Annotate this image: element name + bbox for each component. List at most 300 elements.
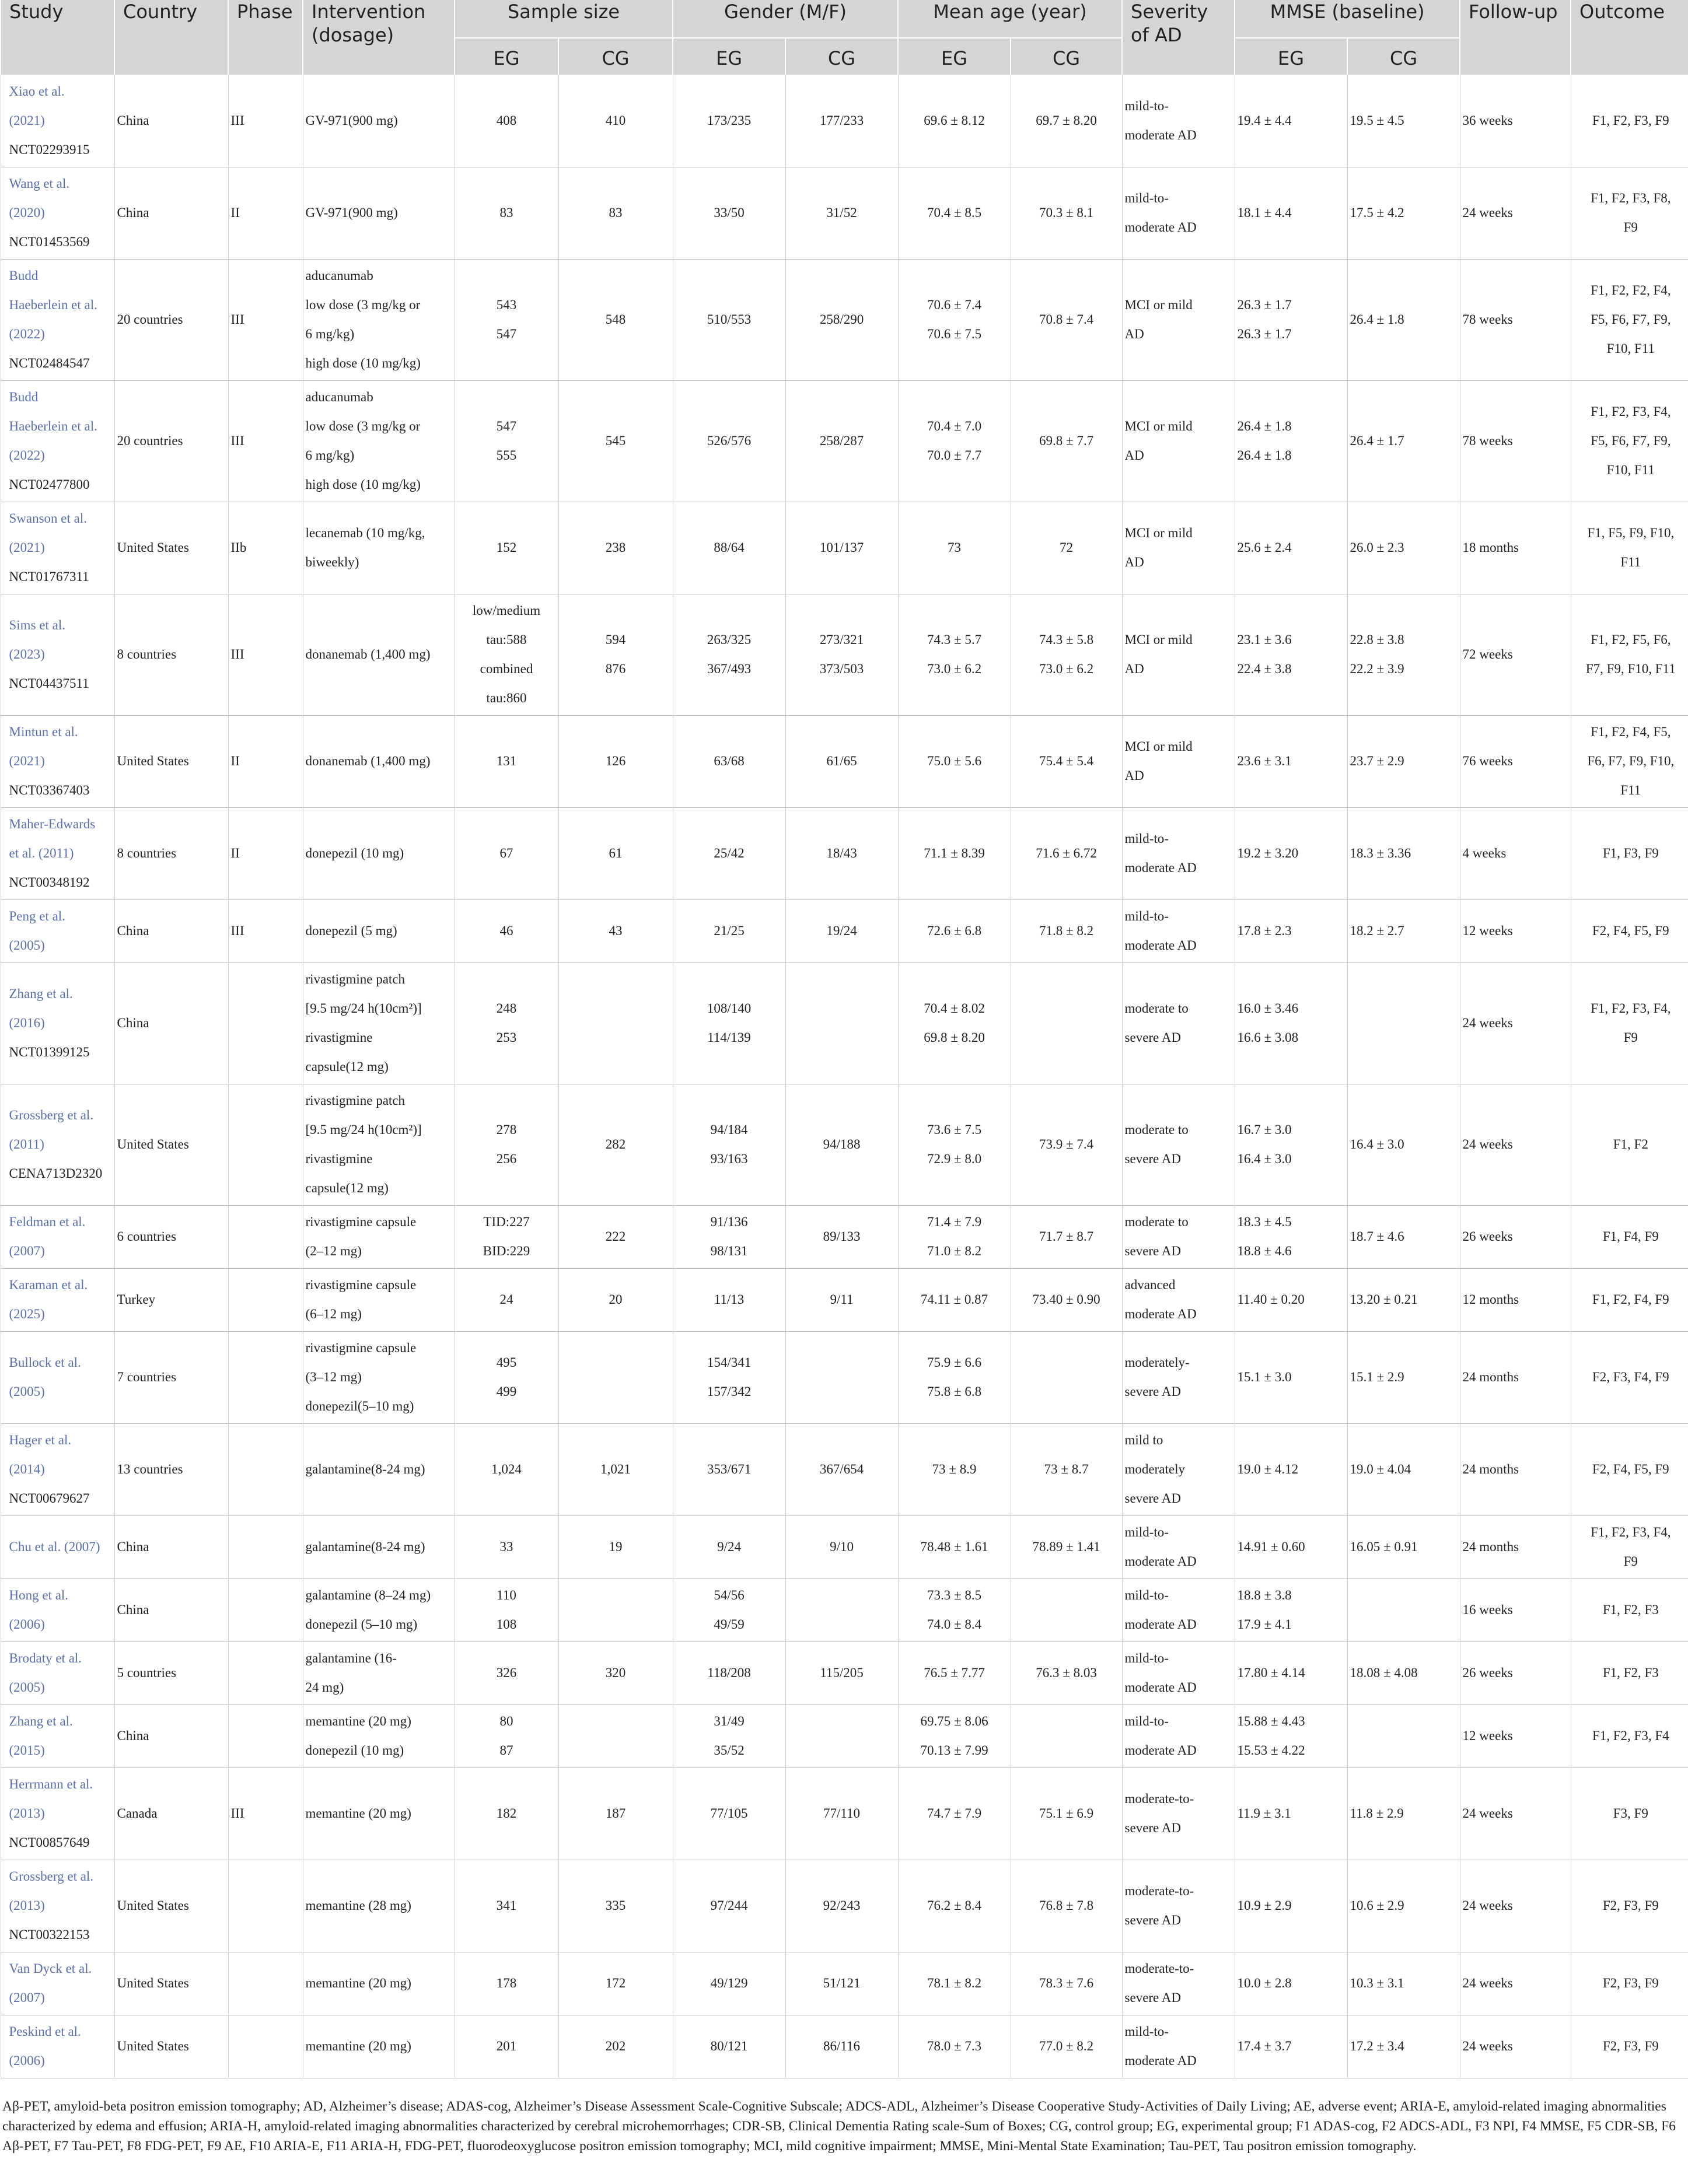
cell-country [114, 1423, 228, 1516]
trial-id: NCT04437511 [9, 676, 89, 691]
cell-line: 173/235 [707, 113, 752, 128]
cell-line: 14.91 ± 0.60 [1237, 1539, 1305, 1554]
cell-line: 10.9 ± 2.9 [1237, 1898, 1292, 1913]
cell-line: tau:588 [486, 632, 527, 647]
study-link[interactable]: Zhang et al. [9, 1714, 73, 1728]
cell-line: moderate to [1124, 1214, 1189, 1229]
cell-line: F3, F9 [1613, 1806, 1648, 1821]
cell-line: F5, F6, F7, F9, [1591, 433, 1671, 448]
cell-ss-eg [455, 2015, 558, 2078]
cell-follow [1460, 1578, 1571, 1642]
cell-study [1, 259, 114, 380]
cell-follow [1460, 1704, 1571, 1768]
cell-intervention [303, 167, 455, 259]
cell-line: 71.0 ± 8.2 [927, 1244, 982, 1258]
cell-line: 54/56 [714, 1588, 745, 1602]
cell-ss-eg [455, 900, 558, 963]
cell-mmse-eg [1235, 1331, 1347, 1423]
cell-g-cg [785, 2015, 898, 2078]
cell-g-eg [673, 380, 785, 502]
cell-outcome [1571, 1205, 1688, 1268]
cell-intervention [303, 715, 455, 807]
cell-line: 72 [1060, 540, 1074, 555]
cell-ss-eg [455, 1704, 558, 1768]
cell-line: 408 [496, 113, 517, 128]
header-severity-line-1: Severity of [1131, 1, 1208, 46]
trial-id: NCT00322153 [9, 1927, 90, 1942]
cell-mmse-eg [1235, 167, 1347, 259]
cell-line: F1, F2, F3, F4, [1591, 1525, 1671, 1539]
study-link[interactable]: (2005) [9, 1384, 45, 1399]
study-link[interactable]: Budd [9, 390, 39, 404]
cell-line: 258/287 [819, 433, 864, 448]
cell-ss-cg [558, 75, 673, 167]
cell-line: galantamine(8-24 mg) [305, 1539, 425, 1554]
study-link[interactable]: Peng et al. [9, 909, 65, 923]
cell-phase [228, 380, 303, 502]
cell-line: F2, F3, F9 [1602, 1976, 1659, 1990]
cell-mmse-eg [1235, 1642, 1347, 1704]
cell-study [1, 1516, 114, 1578]
cell-line: 15.88 ± 4.43 [1237, 1714, 1305, 1728]
cell-line: F1, F2, F3, F4 [1592, 1728, 1669, 1743]
cell-intervention [303, 900, 455, 963]
cell-line: 75.9 ± 6.6 [927, 1355, 982, 1370]
trial-id: NCT00679627 [9, 1491, 90, 1506]
cell-line: 18.3 ± 4.5 [1237, 1214, 1292, 1229]
cell-age-cg [1011, 380, 1122, 502]
cell-ss-cg [558, 900, 673, 963]
study-link[interactable]: (2022) [9, 327, 45, 341]
study-link[interactable]: Brodaty et al. [9, 1651, 82, 1665]
cell-line: 202 [605, 2039, 626, 2053]
table-row [1, 1516, 1688, 1578]
cell-g-cg [785, 380, 898, 502]
cell-line: 17.4 ± 3.7 [1237, 2039, 1292, 2053]
study-link[interactable]: (2020) [9, 205, 45, 220]
cell-g-cg [785, 1860, 898, 1952]
cell-g-cg [785, 1331, 898, 1423]
study-link[interactable]: (2015) [9, 1743, 45, 1758]
cell-line: 26 weeks [1462, 1665, 1513, 1680]
cell-line: 9/10 [830, 1539, 854, 1554]
cell-line: donanemab (1,400 mg) [305, 647, 431, 662]
study-link[interactable]: Van Dyck et al. [9, 1961, 92, 1976]
cell-line: 373/503 [819, 662, 864, 676]
cell-outcome [1571, 1084, 1688, 1205]
cell-line: 78.48 ± 1.61 [920, 1539, 988, 1554]
cell-line: 12 months [1462, 1292, 1519, 1307]
cell-line: 86/116 [823, 2039, 861, 2053]
cell-line: advanced [1124, 1278, 1176, 1292]
cell-ss-cg [558, 2015, 673, 2078]
cell-line: 73 [948, 540, 962, 555]
cell-line: China [117, 1728, 149, 1743]
study-link[interactable]: Chu et al. (2007) [9, 1539, 100, 1554]
cell-text: III [230, 647, 244, 662]
cell-line: 18.08 ± 4.08 [1350, 1665, 1418, 1680]
cell-line: F2, F4, F5, F9 [1592, 923, 1669, 938]
cell-country [114, 963, 228, 1084]
cell-line: 71.4 ± 7.9 [927, 1214, 982, 1229]
header-phase: Phase [228, 0, 303, 75]
trial-id: NCT01767311 [9, 569, 89, 584]
table-header [1, 0, 1688, 75]
cell-line: F1, F2, F5, F6, [1591, 632, 1671, 647]
cell-line: 78 weeks [1462, 433, 1513, 448]
cell-line: lecanemab (10 mg/kg, [305, 526, 425, 540]
study-link[interactable]: Grossberg et al. [9, 1108, 94, 1122]
cell-country [114, 1642, 228, 1704]
cell-g-eg [673, 963, 785, 1084]
cell-line: 495 [496, 1355, 517, 1370]
study-link[interactable]: (2013) [9, 1806, 45, 1821]
cell-g-eg [673, 1516, 785, 1578]
cell-mmse-eg [1235, 715, 1347, 807]
cell-line: 131 [496, 754, 517, 768]
cell-study [1, 380, 114, 502]
cell-age-cg [1011, 259, 1122, 380]
cell-mmse-cg [1347, 807, 1460, 900]
cell-mmse-eg [1235, 1084, 1347, 1205]
study-link[interactable]: (2021) [9, 540, 45, 555]
study-link[interactable]: (2006) [9, 1617, 45, 1632]
study-link[interactable]: Mintun et al. [9, 724, 78, 739]
study-link[interactable]: (2007) [9, 1990, 45, 2005]
cell-line: 70.3 ± 8.1 [1039, 205, 1094, 220]
cell-age-cg [1011, 502, 1122, 594]
header-mmse-eg: EG [1235, 38, 1347, 75]
cell-age-cg [1011, 75, 1122, 167]
cell-line: capsule(12 mg) [305, 1181, 389, 1195]
cell-line: 367/493 [707, 662, 752, 676]
cell-age-cg [1011, 1578, 1122, 1642]
study-link[interactable]: (2016) [9, 1016, 45, 1030]
cell-line: 78 weeks [1462, 312, 1513, 327]
header-gender-cg: CG [785, 38, 898, 75]
cell-age-eg [898, 715, 1011, 807]
study-link[interactable]: Feldman et al. [9, 1214, 86, 1229]
table-row [1, 1860, 1688, 1952]
cell-line: severe AD [1124, 1030, 1181, 1045]
cell-country [114, 1860, 228, 1952]
cell-line: (2–12 mg) [305, 1244, 362, 1258]
cell-country [114, 167, 228, 259]
cell-line: 67 [499, 846, 513, 860]
cell-line: 15.1 ± 3.0 [1237, 1370, 1292, 1384]
cell-line: 187 [605, 1806, 626, 1821]
cell-g-cg [785, 259, 898, 380]
study-link[interactable]: Haeberlein et al. [9, 298, 97, 312]
cell-line: mild-to- [1124, 1525, 1169, 1539]
cell-intervention [303, 1084, 455, 1205]
cell-line: 78.0 ± 7.3 [927, 2039, 982, 2053]
study-link[interactable]: Hager et al. [9, 1433, 72, 1447]
cell-line: F1, F2, F3, F4, [1591, 1001, 1671, 1016]
cell-line: 75.4 ± 5.4 [1039, 754, 1094, 768]
cell-phase [228, 167, 303, 259]
cell-age-eg [898, 380, 1011, 502]
cell-line: 10.0 ± 2.8 [1237, 1976, 1292, 1990]
cell-phase [228, 715, 303, 807]
cell-line: 20 [609, 1292, 623, 1307]
cell-line: United States [117, 1898, 189, 1913]
study-link[interactable]: Grossberg et al. [9, 1869, 94, 1884]
cell-line: 9/24 [717, 1539, 741, 1554]
cell-g-cg [785, 167, 898, 259]
cell-study [1, 167, 114, 259]
cell-intervention [303, 75, 455, 167]
cell-outcome [1571, 1952, 1688, 2015]
table-row [1, 75, 1688, 167]
cell-line: 22.2 ± 3.9 [1350, 662, 1404, 676]
cell-g-eg [673, 807, 785, 900]
cell-line: F1, F3, F9 [1602, 846, 1659, 860]
cell-line: moderate AD [1124, 1743, 1197, 1758]
cell-line: Turkey [117, 1292, 156, 1307]
cell-line: galantamine (8–24 mg) [305, 1588, 431, 1602]
cell-line: 76.2 ± 8.4 [927, 1898, 982, 1913]
cell-mmse-cg [1347, 1268, 1460, 1331]
cell-outcome [1571, 1268, 1688, 1331]
cell-mmse-cg [1347, 1516, 1460, 1578]
header-severity-line-2: AD [1155, 24, 1182, 46]
cell-line: 201 [496, 2039, 517, 2053]
cell-outcome [1571, 1860, 1688, 1952]
cell-outcome [1571, 963, 1688, 1084]
cell-line: rivastigmine patch [305, 1093, 406, 1108]
cell-line: 18.2 ± 2.7 [1350, 923, 1404, 938]
cell-line: 75.8 ± 6.8 [927, 1384, 982, 1399]
cell-g-eg [673, 1578, 785, 1642]
cell-mmse-cg [1347, 259, 1460, 380]
study-link[interactable]: (2014) [9, 1462, 45, 1476]
cell-age-eg [898, 75, 1011, 167]
cell-line: 410 [605, 113, 626, 128]
cell-g-eg [673, 594, 785, 715]
cell-g-eg [673, 1331, 785, 1423]
cell-line: 69.8 ± 7.7 [1039, 433, 1094, 448]
table-footnote: Aβ-PET, amyloid-beta positron emission tomography; AD, Alzheimer’s disease; ADAS-cog, Alzheimer’s Disease Assessment Scale-Cognitive Subscale; ADCS-ADL, Alzheimer’s Disease Cooperative Study-Activities of Daily Living; AE, adverse event; ARIA-E, amyloid-related imaging abnormalities characterized by edema and effusion; ARIA-H, amyloid-related imaging abnormalities characterized by cerebral microhemorrhages; CDR-SB, Clinical Dementia Rating scale-Sum of Boxes; CG, control group; EG, experimental group; F1 ADAS-cog, F2 ADCS-ADL, F3 NPI, F4 MMSE, F5 CDR-SB, F6 Aβ-PET, F7 Tau-PET, F8 FDG-PET, F9 AE, F10 ARIA-E, F11 ARIA-H, FDG-PET, fluorodeoxyglucose positron emission tomography; MCI, mild cognitive impairment; MMSE, Mini-Mental State Examination; Tau-PET, Tau positron emission tomography. [2, 2099, 1676, 2154]
cell-ss-cg [558, 963, 673, 1084]
study-link[interactable]: Peskind et al. [9, 2024, 81, 2039]
cell-line: F1, F2, F2, F4, [1591, 283, 1671, 298]
cell-study [1, 1268, 114, 1331]
cell-line: 26.4 ± 1.8 [1237, 448, 1292, 463]
cell-line: 70.0 ± 7.7 [927, 448, 982, 463]
cell-line: 335 [605, 1898, 626, 1913]
study-link[interactable]: (2021) [9, 113, 45, 128]
cell-g-cg [785, 1205, 898, 1268]
cell-line: 77/110 [823, 1806, 861, 1821]
cell-line: China [117, 1539, 149, 1554]
cell-line: severe AD [1124, 1152, 1181, 1166]
cell-age-eg [898, 1268, 1011, 1331]
cell-line: moderate AD [1124, 220, 1197, 235]
cell-line: United States [117, 540, 189, 555]
cell-line: 19.4 ± 4.4 [1237, 113, 1292, 128]
cell-ss-cg [558, 259, 673, 380]
cell-follow [1460, 807, 1571, 900]
cell-line: 69.6 ± 8.12 [924, 113, 985, 128]
cell-intervention [303, 594, 455, 715]
study-link[interactable]: Karaman et al. [9, 1278, 88, 1292]
cell-ss-cg [558, 807, 673, 900]
cell-ss-cg [558, 1860, 673, 1952]
cell-line: moderate AD [1124, 127, 1197, 142]
cell-line: mild-to- [1124, 98, 1169, 113]
study-link[interactable]: Swanson et al. [9, 511, 88, 526]
study-link[interactable]: Zhang et al. [9, 986, 73, 1001]
cell-intervention [303, 1331, 455, 1423]
study-link[interactable]: (2023) [9, 647, 45, 662]
cell-line: F10, F11 [1606, 463, 1655, 477]
study-link[interactable]: Maher-Edwards [9, 817, 96, 831]
study-link[interactable]: Wang et al. [9, 176, 70, 191]
cell-age-eg [898, 1642, 1011, 1704]
study-link[interactable]: (2022) [9, 448, 45, 463]
cell-line: 24 [499, 1292, 513, 1307]
study-link[interactable]: Xiao et al. [9, 83, 65, 99]
cell-g-cg [785, 807, 898, 900]
cell-line: 83 [609, 205, 623, 220]
table-row [1, 807, 1688, 900]
cell-line: AD [1124, 768, 1144, 783]
cell-g-cg [785, 1516, 898, 1578]
cell-line: high dose (10 mg/kg) [305, 477, 421, 492]
cell-study [1, 1642, 114, 1704]
cell-age-cg [1011, 1423, 1122, 1516]
cell-line: 19 [609, 1539, 623, 1554]
cell-ss-eg [455, 75, 558, 167]
cell-line: F5, F6, F7, F9, [1591, 312, 1671, 327]
cell-mmse-eg [1235, 259, 1347, 380]
cell-line: 73.9 ± 7.4 [1039, 1137, 1094, 1152]
cell-g-cg [785, 1952, 898, 2015]
cell-line: mild-to- [1124, 2024, 1169, 2039]
study-link[interactable]: Sims et al. [9, 618, 65, 632]
study-link[interactable]: Hong et al. [9, 1588, 69, 1602]
trial-id: NCT01453569 [9, 235, 90, 249]
cell-line: 93/163 [710, 1152, 748, 1166]
cell-mmse-cg [1347, 1952, 1460, 2015]
cell-text: III [230, 312, 244, 327]
cell-study [1, 1084, 114, 1205]
cell-intervention [303, 259, 455, 380]
cell-line: donanemab (1,400 mg) [305, 754, 431, 768]
header-follow-up: Follow-up [1460, 0, 1571, 75]
cell-outcome [1571, 715, 1688, 807]
cell-age-eg [898, 1768, 1011, 1860]
cell-line: 18.3 ± 3.36 [1350, 846, 1411, 860]
cell-line: 33 [499, 1539, 513, 1554]
cell-phase [228, 2015, 303, 2078]
cell-outcome [1571, 2015, 1688, 2078]
cell-line: moderate AD [1124, 938, 1197, 953]
cell-g-cg [785, 1423, 898, 1516]
study-link[interactable]: (2005) [9, 1680, 45, 1695]
cell-line: moderate-to- [1124, 1791, 1194, 1806]
cell-age-eg [898, 259, 1011, 380]
cell-line: donepezil (5–10 mg) [305, 1617, 418, 1632]
study-link[interactable]: (2011) [9, 1137, 44, 1152]
cell-ss-eg [455, 1860, 558, 1952]
trial-id: NCT02484547 [9, 356, 90, 370]
study-link[interactable]: Haeberlein et al. [9, 419, 97, 433]
cell-line: 1,024 [491, 1462, 522, 1476]
cell-outcome [1571, 594, 1688, 715]
study-link[interactable]: et al. (2011) [9, 846, 74, 860]
study-link[interactable]: (2006) [9, 2053, 45, 2068]
cell-intervention [303, 1704, 455, 1768]
cell-country [114, 1768, 228, 1860]
study-link[interactable]: (2025) [9, 1307, 45, 1321]
cell-follow [1460, 1516, 1571, 1578]
study-link[interactable]: (2007) [9, 1244, 45, 1258]
study-link[interactable]: Herrmann et al. [9, 1777, 93, 1791]
cell-mmse-cg [1347, 167, 1460, 259]
study-link[interactable]: (2005) [9, 938, 45, 953]
table-row [1, 1768, 1688, 1860]
cell-line: moderate-to- [1124, 1961, 1194, 1976]
cell-line: F7, F9, F10, F11 [1585, 662, 1676, 676]
cell-ss-eg [455, 1952, 558, 2015]
cell-country [114, 1704, 228, 1768]
cell-study [1, 807, 114, 900]
cell-line: 11.8 ± 2.9 [1350, 1806, 1404, 1821]
cell-line: 23.6 ± 3.1 [1237, 754, 1292, 768]
cell-line: 18/43 [826, 846, 857, 860]
cell-severity [1122, 1768, 1235, 1860]
cell-severity [1122, 380, 1235, 502]
cell-line: mild-to- [1124, 191, 1169, 205]
header-mmse-cg: CG [1347, 38, 1460, 75]
cell-age-eg [898, 963, 1011, 1084]
cell-ss-eg [455, 1084, 558, 1205]
cell-line: 26.4 ± 1.8 [1237, 419, 1292, 433]
cell-age-cg [1011, 167, 1122, 259]
study-link[interactable]: (2013) [9, 1898, 45, 1913]
study-link[interactable]: Budd [9, 268, 39, 283]
cell-line: memantine (20 mg) [305, 1714, 411, 1728]
cell-age-eg [898, 2015, 1011, 2078]
cell-line: F1, F2, F4, F9 [1592, 1292, 1669, 1307]
cell-line: 126 [605, 754, 626, 768]
cell-line: 77/105 [710, 1806, 748, 1821]
cell-age-cg [1011, 900, 1122, 963]
cell-line: 16.4 ± 3.0 [1237, 1152, 1292, 1166]
cell-line: 76.5 ± 7.77 [924, 1665, 985, 1680]
study-link[interactable]: (2021) [9, 754, 45, 768]
cell-follow [1460, 1860, 1571, 1952]
study-link[interactable]: Bullock et al. [9, 1355, 81, 1370]
cell-phase [228, 1952, 303, 2015]
cell-country [114, 807, 228, 900]
cell-mmse-cg [1347, 502, 1460, 594]
cell-mmse-eg [1235, 380, 1347, 502]
cell-line: 75.0 ± 5.6 [927, 754, 982, 768]
cell-outcome [1571, 1768, 1688, 1860]
cell-age-cg [1011, 2015, 1122, 2078]
cell-line: F1, F2, F4, F5, [1591, 724, 1671, 739]
table-row [1, 1268, 1688, 1331]
cell-severity [1122, 1578, 1235, 1642]
cell-line: capsule(12 mg) [305, 1059, 389, 1074]
cell-ss-eg [455, 1516, 558, 1578]
cell-g-cg [785, 1084, 898, 1205]
cell-mmse-cg [1347, 1205, 1460, 1268]
cell-age-cg [1011, 807, 1122, 900]
